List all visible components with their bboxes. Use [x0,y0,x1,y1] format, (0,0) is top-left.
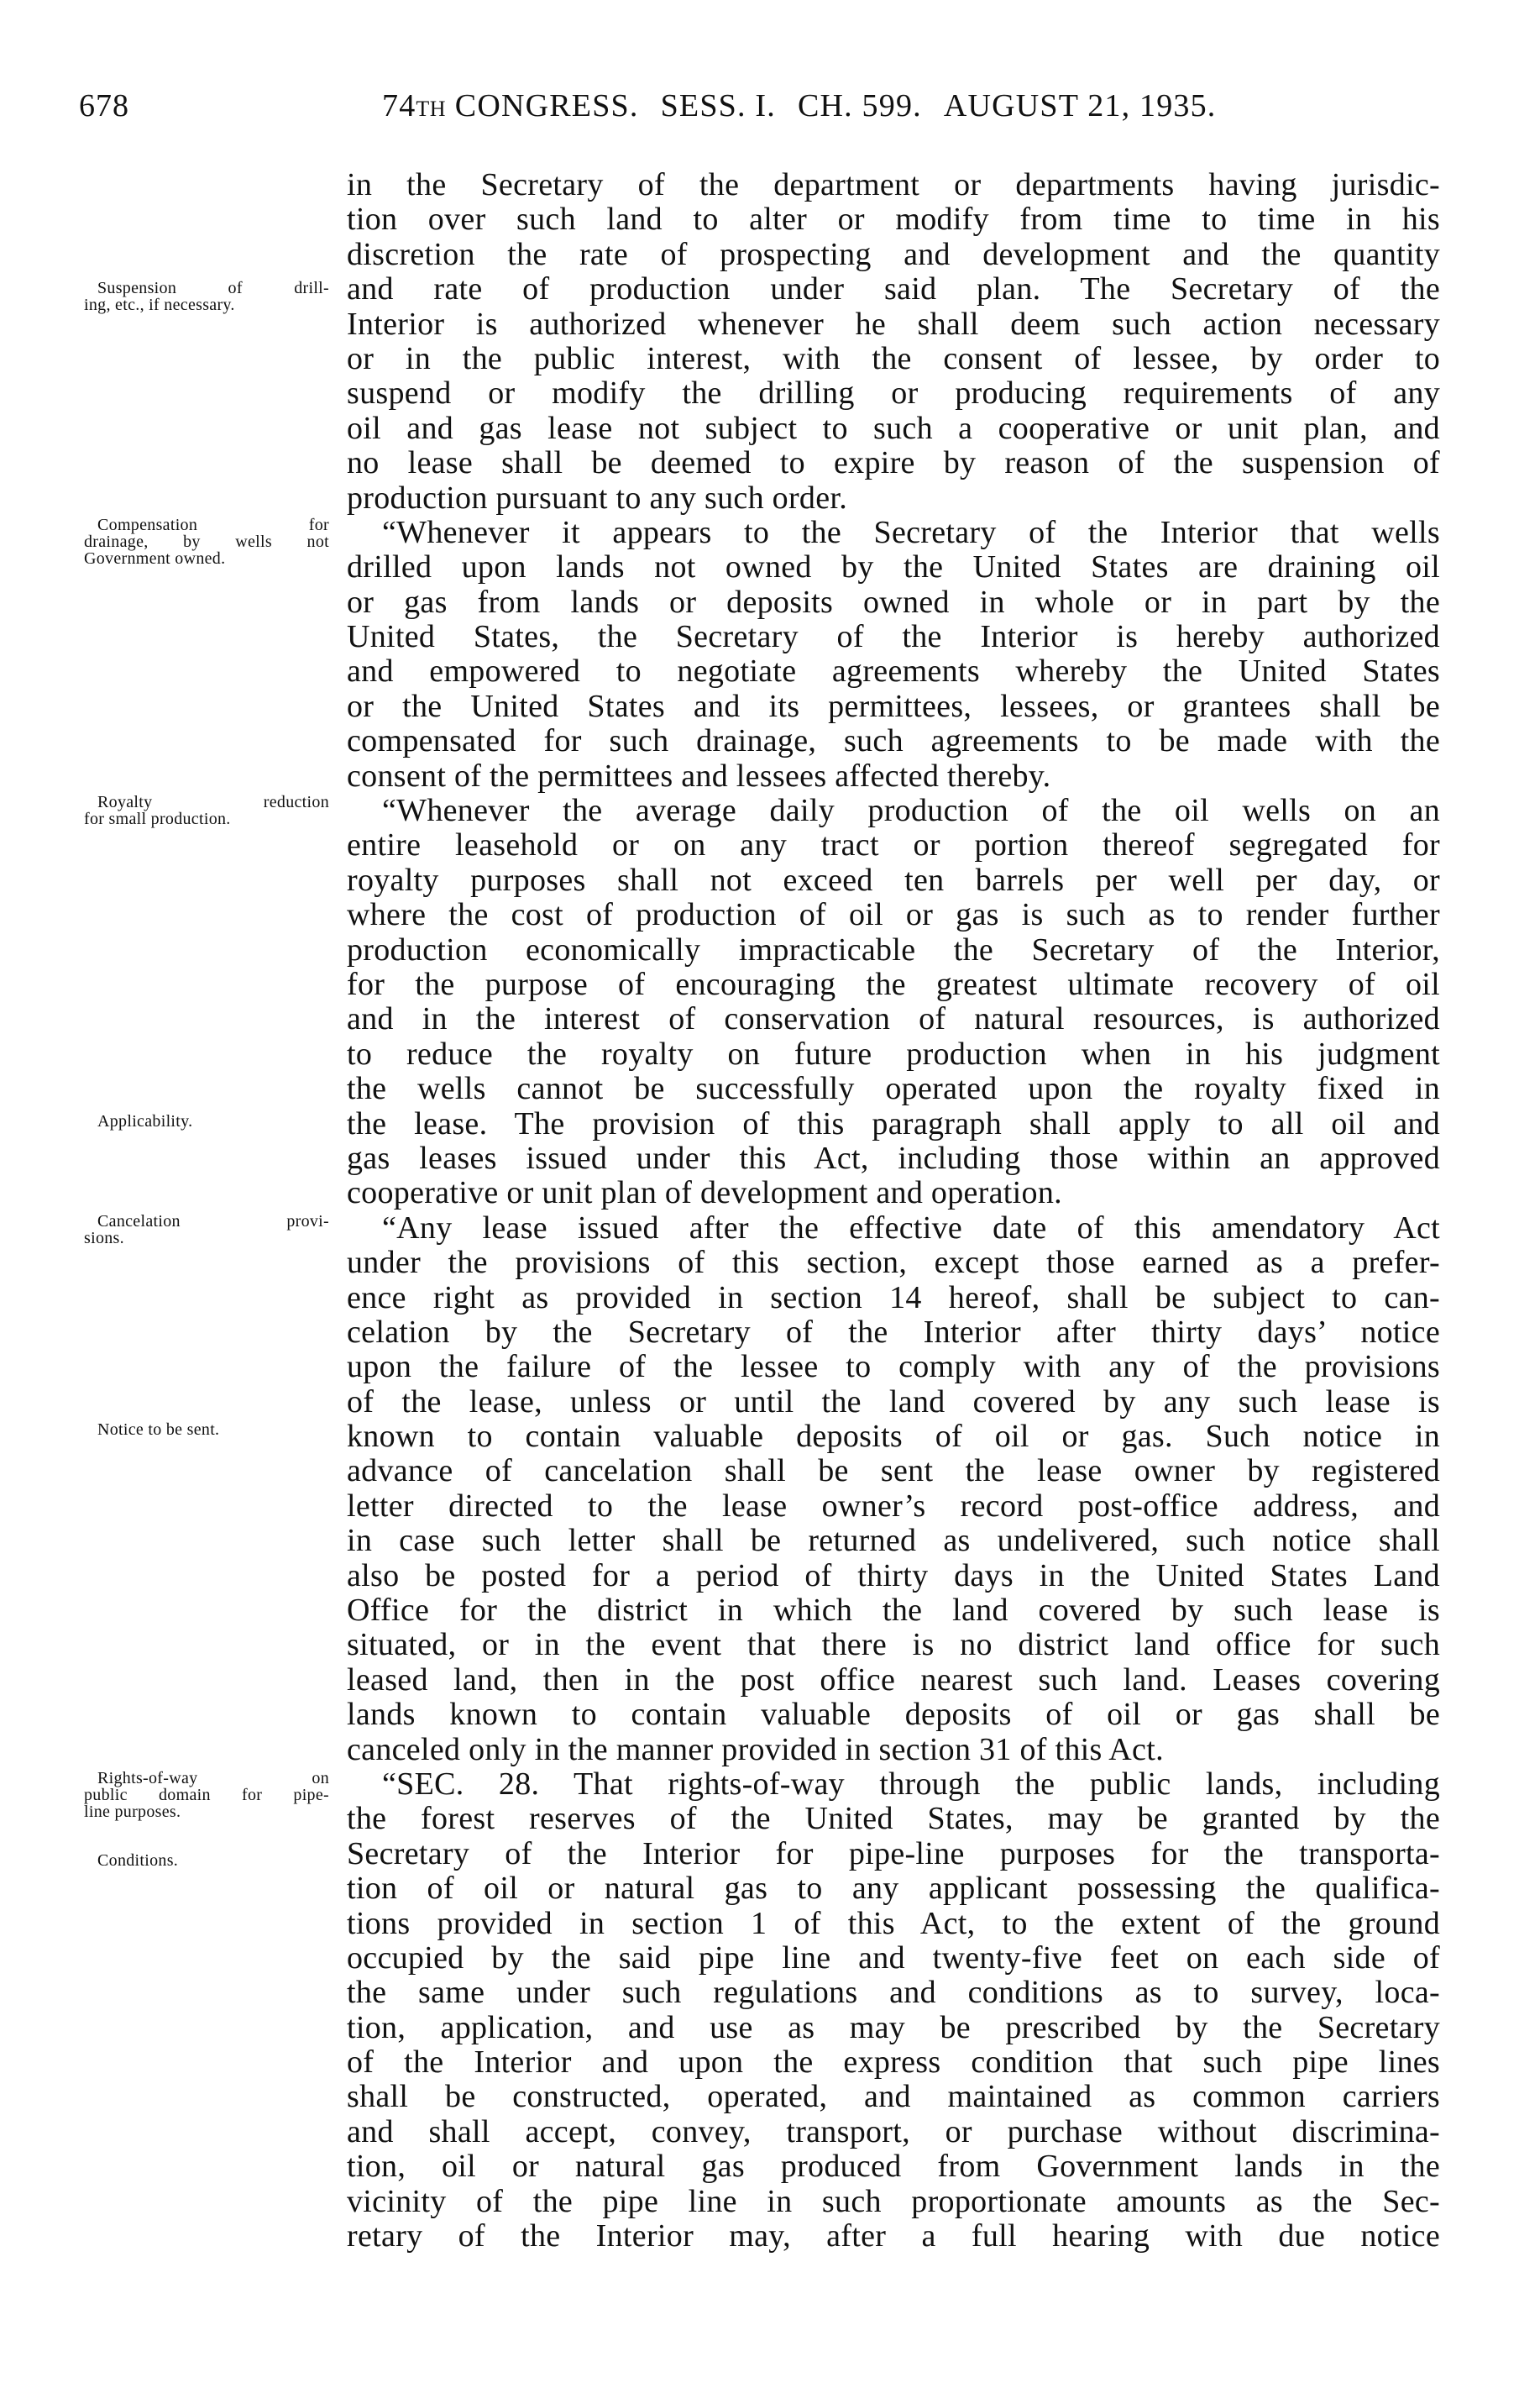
text-line: vicinity of the pipe line in such proportionate amounts as the Sec- [347,2183,1440,2219]
text-line: to reduce the royalty on future production when in his judgment [347,1036,1440,1072]
text-line: or in the public interest, with the consent of lessee, by order to [347,340,1440,376]
text-line: no lease shall be deemed to expire by reason of the suspension of [347,445,1440,481]
running-head [382,87,1217,128]
margin-note-line: Royalty reduction [97,793,329,811]
margin-note-line: Suspension of drill- [97,279,329,297]
body-text [347,168,1440,2254]
text-line: or the United States and its permittees, lessees, or grantees shall be [347,688,1440,724]
text-line: royalty purposes shall not exceed ten barrels per well per day, or [347,862,1440,898]
text-line: suspend or modify the drilling or producing requirements of any [347,375,1440,412]
margin-note-applicability [84,1113,329,1130]
text-line: in case such letter shall be returned as undelivered, such notice shall [347,1523,1440,1559]
margin-note-notice [84,1421,329,1438]
session: SESS. I. [660,88,776,123]
margin-note-line: drainage, by wells not [84,533,329,551]
text-line: shall be constructed, operated, and maintained as common carriers [347,2079,1440,2115]
text-line: the lease. The provision of this paragraph shall apply to all oil and [347,1105,1440,1142]
text-line: in the Secretary of the department or departments having jurisdic- [347,167,1440,202]
text-line: Interior is authorized whenever he shall deem such action necessary [347,306,1440,342]
text-line: ence right as provided in section 14 hereof, shall be subject to can- [347,1279,1440,1315]
margin-note-cancelation [84,1213,329,1246]
text-line: Secretary of the Interior for pipe-line purposes for the transporta- [347,1835,1440,1871]
text-line: and shall accept, convey, transport, or purchase without discrimina- [347,2113,1440,2149]
text-line: United States, the Secretary of the Interior is hereby authorized [347,619,1440,655]
margin-note-rights-of-way [84,1770,329,1820]
text-line: oil and gas lease not subject to such a cooperative or unit plan, and [347,410,1440,446]
text-line: situated, or in the event that there is no district land office for such [347,1627,1440,1663]
margin-note-line: Cancelation provi- [97,1212,329,1231]
margin-note-line: Conditions. [97,1851,179,1870]
text-line: cooperative or unit plan of development and operation. [347,1175,1062,1211]
text-line: production pursuant to any such order. [347,480,848,516]
text-line: drilled upon lands not owned by the United States are draining oil [347,549,1440,585]
congress-word: CONGRESS. [454,88,639,123]
margin-note-line: Rights-of-way on [97,1769,329,1787]
text-line: under the provisions of this section, except those earned as a prefer- [347,1245,1440,1281]
date: AUGUST 21, 1935. [943,88,1217,123]
text-line: gas leases issued under this Act, including those within an approved [347,1140,1440,1176]
margin-note-line: ing, etc., if necessary. [84,296,235,314]
margin-note-royalty [84,794,329,827]
margin-note-line: Compensation for [97,516,329,534]
text-line: consent of the permittees and lessees affected thereby. [347,758,1051,794]
text-line: known to contain valuable deposits of oil or gas. Such notice in [347,1419,1440,1455]
margin-note-line: Notice to be sent. [97,1420,220,1439]
text-line: of the lease, unless or until the land covered by any such lease is [347,1383,1440,1420]
page-header [0,87,1540,124]
text-line: upon the failure of the lessee to comply with any of the provisions [347,1349,1440,1385]
text-line: “SEC. 28. That rights-of-way through the public lands, including [382,1766,1440,1802]
text-line: tions provided in section 1 of this Act, to the extent of the ground [347,1905,1440,1941]
text-line: and rate of production under said plan. The Secretary of the [347,271,1440,307]
congress-number: 74 [382,88,416,123]
margin-note-line: sions. [84,1229,124,1247]
page-number: 678 [79,88,129,123]
text-line: letter directed to the lease owner’s record post-office address, and [347,1488,1440,1524]
text-line: “Whenever it appears to the Secretary of the Interior that wells [382,514,1440,550]
text-line: celation by the Secretary of the Interior after thirty days’ notice [347,1314,1440,1350]
text-line: also be posted for a period of thirty days in the United States Land [347,1557,1440,1593]
text-line: tion of oil or natural gas to any applicant possessing the qualifica- [347,1871,1440,1907]
text-line: and empowered to negotiate agreements whereby the United States [347,653,1440,690]
margin-note-line: Government owned. [84,549,226,568]
text-line: the same under such regulations and conditions as to survey, loca- [347,1975,1440,2011]
text-line: discretion the rate of prospecting and development and the quantity [347,236,1440,272]
text-line: the wells cannot be successfully operated upon the royalty fixed in [347,1071,1440,1107]
congress-suffix: TH [416,97,447,121]
text-line: canceled only in the manner provided in section 31 of this Act. [347,1731,1164,1767]
text-line: and in the interest of conservation of natural resources, is authorized [347,1001,1440,1037]
text-line: for the purpose of encouraging the greatest ultimate recovery of oil [347,966,1440,1002]
text-line: production economically impracticable the Secretary of the Interior, [347,932,1440,968]
text-line: “Whenever the average daily production of the oil wells on an [382,793,1440,829]
text-line: the forest reserves of the United States, may be granted by the [347,1801,1440,1837]
margin-note-line: public domain for pipe- [84,1786,329,1804]
text-line: leased land, then in the post office nearest such land. Leases covering [347,1661,1440,1698]
margin-note-line: Applicability. [97,1112,193,1131]
margin-note-line: for small production. [84,810,231,828]
text-line: advance of cancelation shall be sent the lease owner by registered [347,1453,1440,1489]
margin-note-compensation [84,517,329,567]
margin-note-conditions [84,1852,329,1869]
text-line: retary of the Interior may, after a full hearing with due notice [347,2218,1440,2254]
text-line: tion, application, and use as may be prescribed by the Secretary [347,2009,1440,2045]
text-line: of the Interior and upon the express condition that such pipe lines [347,2044,1440,2081]
text-line: lands known to contain valuable deposits of oil or gas shall be [347,1697,1440,1733]
text-line: tion, oil or natural gas produced from Government lands in the [347,2149,1440,2185]
text-line: occupied by the said pipe line and twenty-five feet on each side of [347,1939,1440,1976]
text-line: entire leasehold or on any tract or portion thereof segregated for [347,827,1440,863]
margin-note-suspension [84,280,329,313]
text-line: Office for the district in which the land covered by such lease is [347,1593,1440,1629]
text-line: where the cost of production of oil or gas is such as to render further [347,897,1440,933]
text-line: compensated for such drainage, such agreements to be made with the [347,723,1440,759]
text-line: or gas from lands or deposits owned in whole or in part by the [347,584,1440,620]
text-line: tion over such land to alter or modify from time to time in his [347,202,1440,238]
margin-note-line: line purposes. [84,1803,181,1821]
chapter: CH. 599. [797,88,922,123]
text-line: “Any lease issued after the effective date of this amendatory Act [382,1210,1440,1246]
